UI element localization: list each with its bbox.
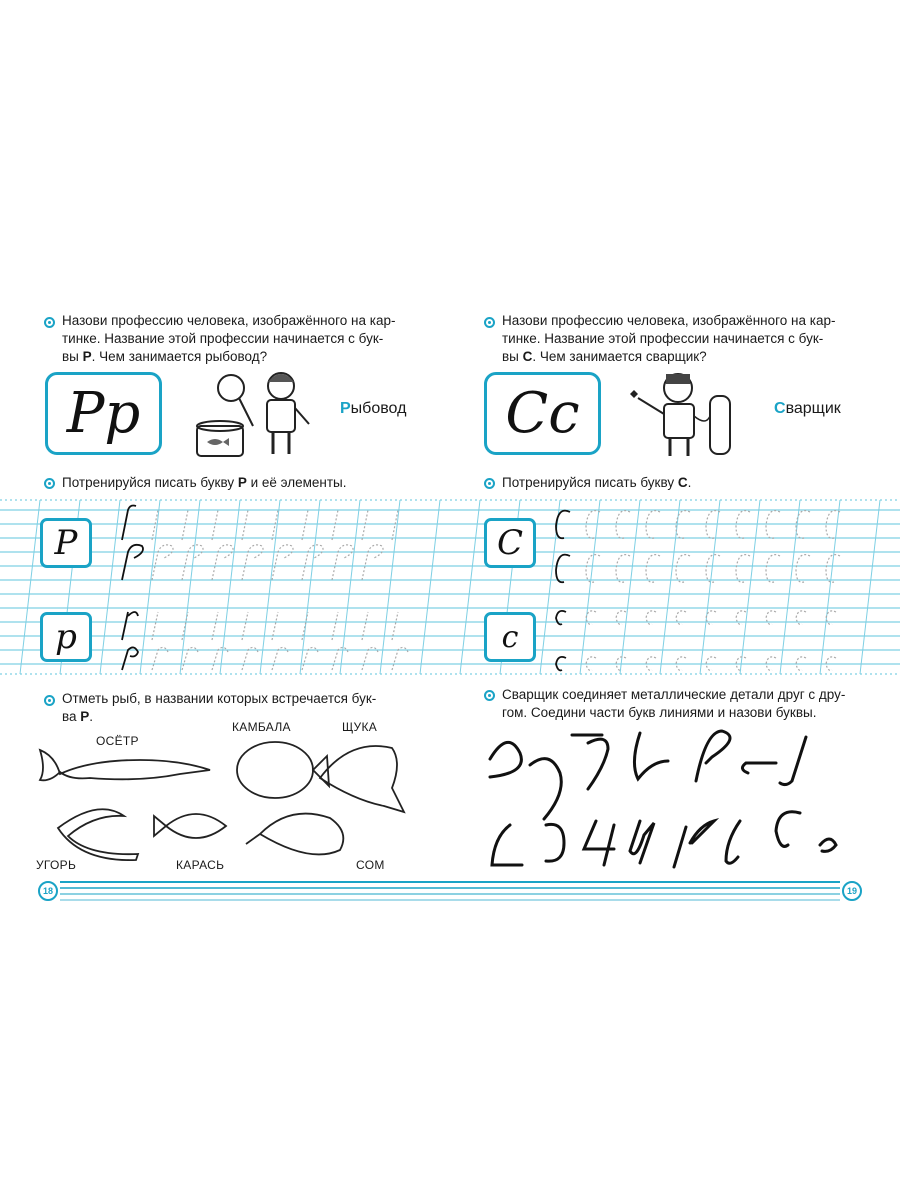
right-task2-text: Потренируйся писать букву С. bbox=[502, 475, 692, 490]
fish-label-karas: КАРАСЬ bbox=[176, 858, 225, 872]
left-task2-text: Потренируйся писать букву Р и её элементы. bbox=[62, 475, 347, 490]
sample-box-upper-r: Р bbox=[40, 518, 92, 568]
right-task3-text: Сварщик соединяет металлические детали друг с дру- гом. Соедини части букв линиями и назови буквы. bbox=[502, 687, 846, 720]
big-letter-s: Сс bbox=[505, 381, 580, 446]
letter-parts-exercise bbox=[480, 725, 860, 875]
big-letter-box-r bbox=[45, 372, 162, 455]
big-letter-r: Рр bbox=[66, 381, 141, 446]
page-number-left: 18 bbox=[38, 881, 58, 901]
right-task1-text: Назови профессию человека, изображённого на кар- тинке. Название этой профессии начинается с бук- вы С. Чем занимается сварщик? bbox=[502, 313, 836, 364]
profession-rybovod: Рыбовод bbox=[340, 400, 407, 417]
eel-icon bbox=[58, 809, 138, 860]
bottom-page-lines bbox=[0, 876, 900, 916]
task-bullet-icon bbox=[44, 695, 55, 706]
task-bullet-icon bbox=[484, 317, 495, 328]
tracing-strokes-s bbox=[548, 500, 868, 675]
fish-farmer-illustration bbox=[193, 368, 323, 460]
welder-illustration bbox=[620, 366, 740, 462]
fish-illustrations bbox=[30, 730, 420, 870]
task-bullet-icon bbox=[484, 690, 495, 701]
fish-label-osetr: ОСЁТР bbox=[96, 734, 139, 748]
big-letter-box-s bbox=[484, 372, 601, 455]
left-task3-text: Отметь рыб, в названии которых встречается бук- ва Р. bbox=[62, 691, 377, 724]
sample-box-upper-s: С bbox=[484, 518, 536, 568]
fish-label-shchuka: ЩУКА bbox=[342, 720, 378, 734]
left-task1-text: Назови профессию человека, изображённого на кар- тинке. Название этой профессии начинается с бук- вы Р. Чем занимается рыбовод? bbox=[62, 313, 396, 364]
profession-svarshchik: Сварщик bbox=[774, 400, 841, 417]
page-number-right: 19 bbox=[842, 881, 862, 901]
fish-label-kambala: КАМБАЛА bbox=[232, 720, 291, 734]
task-bullet-icon bbox=[44, 478, 55, 489]
sturgeon-icon bbox=[40, 750, 210, 780]
tracing-strokes-r bbox=[110, 500, 430, 675]
sample-box-lower-r: р bbox=[40, 612, 92, 662]
sample-box-lower-s: с bbox=[484, 612, 536, 662]
task-bullet-icon bbox=[484, 478, 495, 489]
task-bullet-icon bbox=[44, 317, 55, 328]
fish-label-ugor: УГОРЬ bbox=[36, 858, 77, 872]
fish-label-som: СОМ bbox=[356, 858, 385, 872]
